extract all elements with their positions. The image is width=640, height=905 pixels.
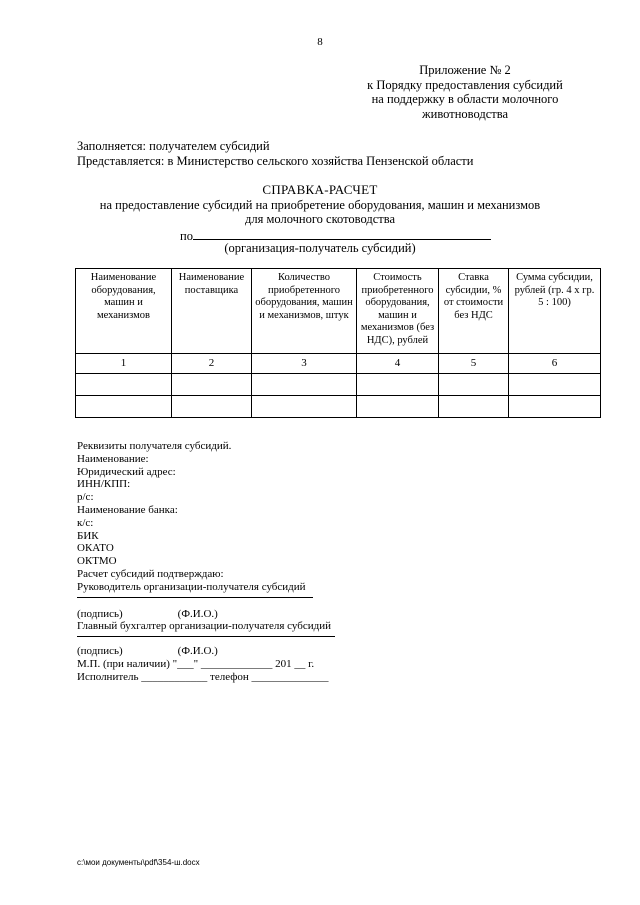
appendix-note — [330, 63, 600, 121]
executor-line: Исполнитель ____________ телефон ______________ — [77, 670, 329, 683]
table-cell[interactable] — [439, 374, 509, 396]
requisite-account: р/с: — [77, 491, 94, 504]
requisite-name: Наименование: — [77, 452, 149, 465]
organization-caption: (организация-получатель субсидий) — [224, 241, 416, 255]
col-number: 2 — [172, 354, 252, 374]
requisite-corr-account: к/с: — [77, 516, 94, 529]
table-cell[interactable] — [357, 396, 439, 418]
header-equipment: Наименование оборудования, машин и механизмов — [76, 269, 172, 354]
accountant-line: Главный бухгалтер организации-получателя субсидий — [77, 620, 332, 633]
appendix-line-1: Приложение № 2 — [419, 63, 511, 77]
page-number: 8 — [317, 36, 323, 48]
table-cell[interactable] — [357, 374, 439, 396]
head-line: Руководитель организации-получателя субсидий — [77, 580, 306, 593]
appendix-line-2: к Порядку предоставления субсидий — [367, 77, 563, 92]
subtitle-line-1: на предоставление субсидий на приобретение оборудования, машин и механизмов — [99, 198, 541, 212]
col-number: 3 — [252, 354, 357, 374]
requisite-bik: БИК — [77, 529, 99, 542]
table-cell[interactable] — [252, 374, 357, 396]
filled-by: Заполняется: получателем субсидий — [77, 139, 270, 153]
accountant-signature-line — [77, 636, 335, 637]
table-cell[interactable] — [172, 396, 252, 418]
appendix-line-3: на поддержку в области молочного — [371, 92, 559, 106]
col-number: 6 — [509, 354, 601, 374]
header-cost: Стоимость приобретенного оборудования, машин и механизмов (без НДС), рублей — [357, 269, 439, 354]
calculation-table — [75, 268, 601, 418]
header-quantity: Количество приобретенного оборудования, машин и механизмов, штук — [252, 269, 357, 354]
col-number: 1 — [76, 354, 172, 374]
table-cell[interactable] — [509, 396, 601, 418]
form-meta — [77, 139, 473, 169]
table-cell[interactable] — [252, 396, 357, 418]
head-signature-line — [77, 597, 313, 598]
requisite-okato: ОКАТО — [77, 542, 114, 555]
requisite-bank: Наименование банка: — [77, 503, 178, 516]
accountant-signature-caption: (подпись) (Ф.И.О.) — [77, 645, 218, 658]
subtitle-line-2: для молочного скотоводства — [244, 212, 396, 226]
submitted-to: Представляется: в Министерство сельского хозяйства Пензенской области — [77, 154, 474, 168]
table-number-row — [76, 354, 601, 374]
table-header-row — [76, 269, 601, 354]
header-rate: Ставка субсидии, % от стоимости без НДС — [439, 269, 509, 354]
file-path-footer: c:\мои документы\pdf\354-ш.docx — [77, 858, 200, 867]
document-subtitle — [0, 198, 640, 226]
table-cell[interactable] — [76, 374, 172, 396]
header-supplier: Наименование поставщика — [172, 269, 252, 354]
head-signature-caption: (подпись) (Ф.И.О.) — [77, 607, 218, 620]
table-cell[interactable] — [439, 396, 509, 418]
requisite-oktmo: ОКТМО — [77, 555, 117, 568]
stamp-date-line: М.П. (при наличии) "___" _____________ 201 __ г. — [77, 657, 315, 670]
col-number: 4 — [357, 354, 439, 374]
confirm-line: Расчет субсидий подтверждаю: — [77, 567, 224, 580]
requisites-title: Реквизиты получателя субсидий. — [77, 440, 232, 452]
po-label: по — [180, 229, 193, 243]
requisite-inn: ИНН/КПП: — [77, 478, 131, 491]
table-cell[interactable] — [172, 374, 252, 396]
col-number: 5 — [439, 354, 509, 374]
head-signature-space — [77, 594, 331, 608]
accountant-signature-space — [77, 633, 331, 645]
organization-blank-line — [193, 239, 491, 240]
header-subsidy-sum: Сумма субсидии, рублей (гр. 4 х гр. 5 : 100) — [509, 269, 601, 354]
table-row — [76, 396, 601, 418]
recipient-requisites — [77, 440, 331, 684]
requisite-address: Юридический адрес: — [77, 465, 176, 478]
table-cell[interactable] — [76, 396, 172, 418]
document-title: СПРАВКА-РАСЧЕТ — [262, 182, 378, 197]
table-cell[interactable] — [509, 374, 601, 396]
appendix-line-4: животноводства — [422, 106, 508, 121]
table-row — [76, 374, 601, 396]
